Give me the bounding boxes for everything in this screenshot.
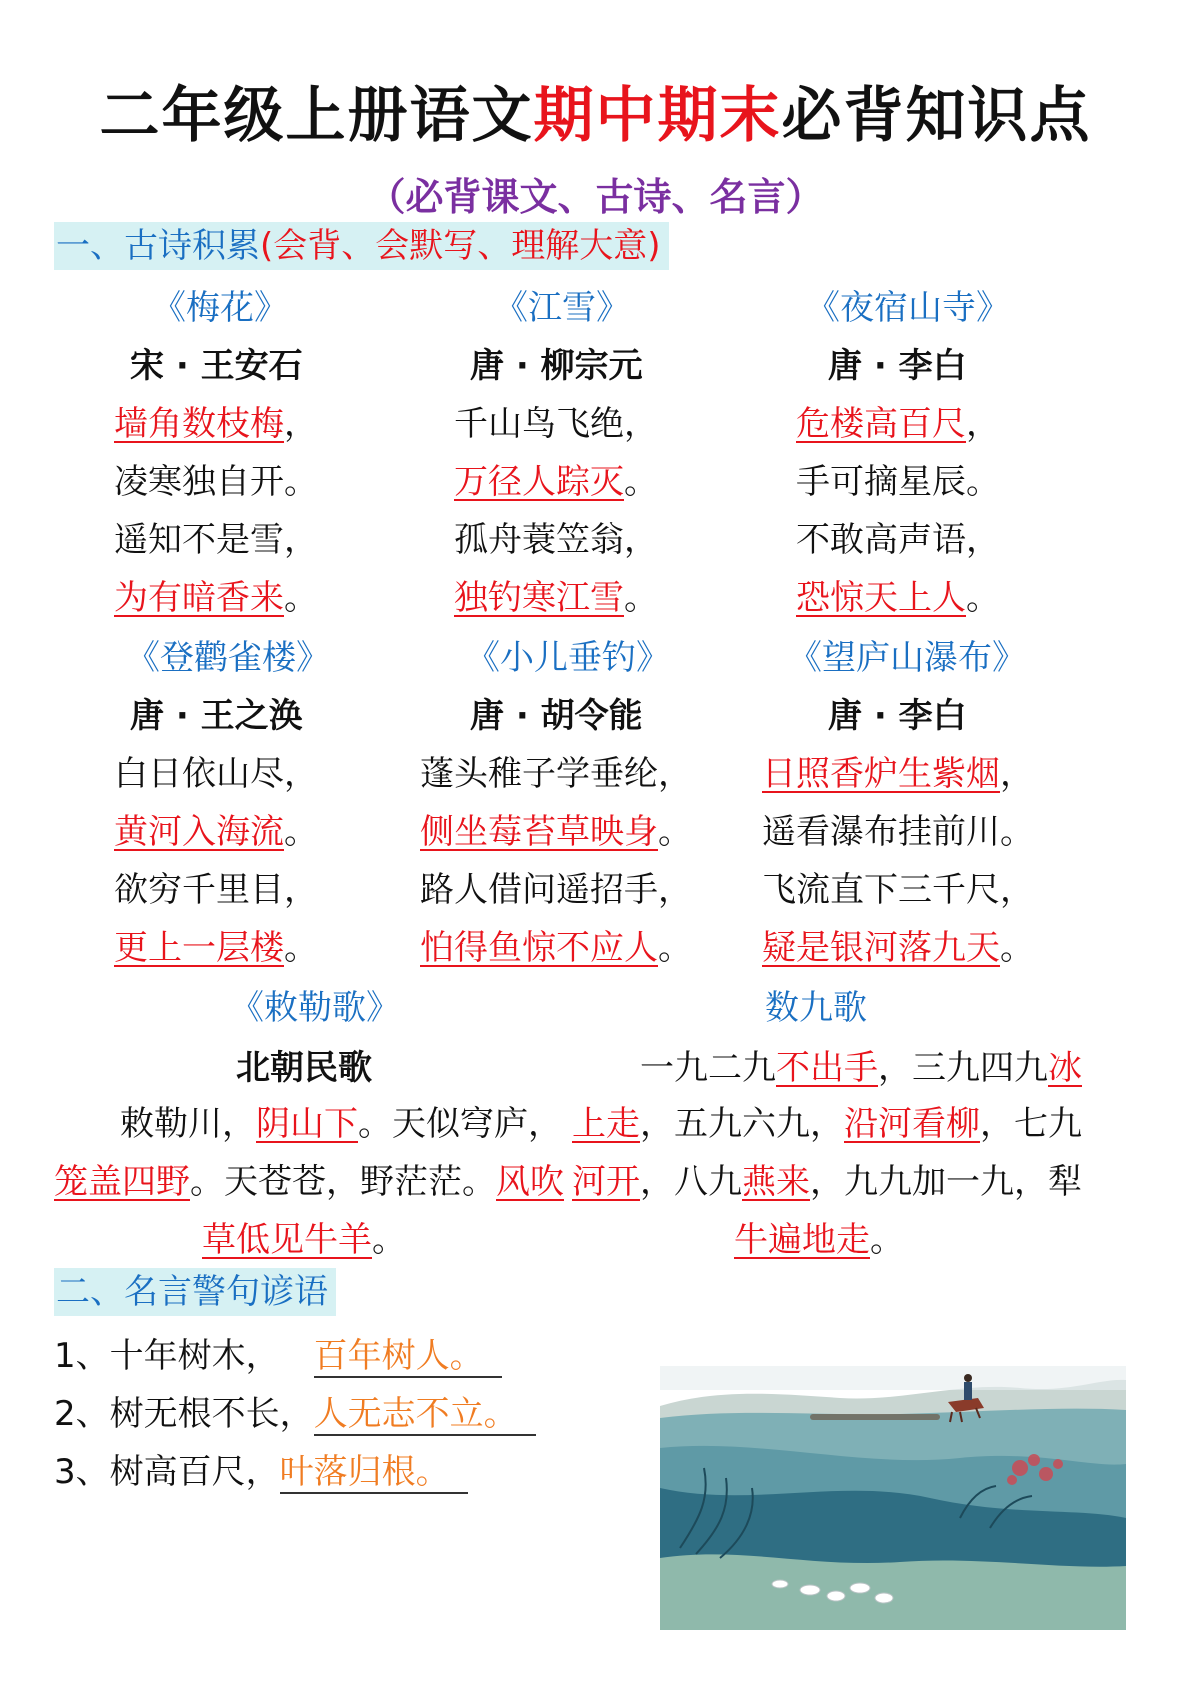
poem-line-punct: 。 — [284, 812, 318, 852]
poem-line-text: 侧坐莓苔草映身 — [420, 812, 658, 852]
line-text: 。天似穹庐， — [358, 1104, 562, 1144]
poem-line-punct: 。 — [284, 462, 318, 502]
poem-line — [796, 512, 1000, 561]
quote-item — [54, 1386, 536, 1436]
poem-title: 《望庐山瀑布》 — [788, 638, 1026, 678]
section-heading-quotes: 二、名言警句谚语 — [54, 1268, 336, 1316]
section-heading-poems — [54, 222, 669, 270]
poem-line — [420, 920, 692, 969]
poem-line — [114, 862, 318, 911]
poem-author: 北朝民歌 — [236, 1048, 372, 1088]
poem-line — [762, 746, 1034, 795]
poem-line — [420, 804, 692, 853]
quote-answer: 叶落归根。 — [280, 1452, 468, 1494]
quote-item — [54, 1444, 468, 1494]
poem-author: 宋 · 王安石 — [130, 346, 303, 386]
poem-line-punct: 。 — [284, 578, 318, 618]
poem-line — [454, 396, 658, 445]
poem-line — [114, 746, 318, 795]
poem-author: 唐 · 胡令能 — [470, 696, 643, 736]
line-text: ，五九六九， — [640, 1104, 844, 1144]
poem-line-punct: 。 — [658, 928, 692, 968]
poem-line-punct: 。 — [624, 462, 658, 502]
poem-line-text: 疑是银河落九天 — [762, 928, 1000, 968]
key-phrase: 燕来 — [742, 1162, 810, 1202]
poem-line-punct: 。 — [1000, 812, 1034, 852]
line-text: ，九九加一九，犁 — [810, 1162, 1082, 1202]
line-text: ，八九 — [640, 1162, 742, 1202]
chilege-row — [54, 1154, 564, 1203]
key-phrase: 冰 — [1048, 1048, 1082, 1088]
key-phrase: 上走 — [572, 1104, 640, 1144]
poem-line — [114, 570, 318, 619]
poem-line-text: 凌寒独自开 — [114, 462, 284, 502]
key-phrase: 笼盖四野 — [54, 1162, 190, 1202]
poem-line-text: 更上一层楼 — [114, 928, 284, 968]
poem-line-punct: 。 — [658, 812, 692, 852]
key-phrase: 风吹 — [496, 1162, 564, 1202]
poem-title: 《小儿垂钓》 — [466, 638, 670, 678]
poem-line-text: 千山鸟飞绝 — [454, 404, 624, 444]
poem-author: 唐 · 王之涣 — [130, 696, 303, 736]
quote-prefix: 1、十年树木， — [54, 1336, 280, 1376]
poem-line — [114, 454, 318, 503]
quote-prefix: 3、树高百尺， — [54, 1452, 280, 1492]
poem-line-text: 白日依山尽 — [114, 754, 284, 794]
poem-line — [796, 396, 1000, 445]
poem-line-text: 不敢高声语 — [796, 520, 966, 560]
poem-line — [454, 512, 658, 561]
poem-line-punct: ， — [658, 754, 692, 794]
section-heading-number: 一、古诗积累 — [56, 226, 260, 266]
poem-title: 《敕勒歌》 — [230, 988, 400, 1028]
shujiuge-row — [572, 1096, 1082, 1145]
poem-line-punct: 。 — [284, 928, 318, 968]
line-text: 敕勒川， — [120, 1104, 256, 1144]
poem-line — [796, 454, 1000, 503]
poem-line-text: 墙角数枝梅 — [114, 404, 284, 444]
line-text: 。 — [372, 1220, 406, 1260]
line-text: 。 — [870, 1220, 904, 1260]
poem-line-punct: ， — [624, 520, 658, 560]
poem-author: 唐 · 柳宗元 — [470, 346, 643, 386]
key-phrase: 不出手 — [776, 1048, 878, 1088]
poem-line — [454, 570, 658, 619]
quote-answer: 人无志不立。 — [314, 1394, 536, 1436]
poem-line-punct: ， — [966, 404, 1000, 444]
section-heading-note: (会背、会默写、理解大意) — [260, 226, 661, 266]
key-phrase: 沿河看柳 — [844, 1104, 980, 1144]
poem-line-punct: ， — [658, 870, 692, 910]
poem-line-punct: ， — [284, 520, 318, 560]
poem-author: 唐 · 李白 — [828, 696, 967, 736]
title-part2: 必背知识点 — [781, 81, 1092, 151]
poem-line-text: 欲穷千里目 — [114, 870, 284, 910]
poem-line-text: 路人借问遥招手 — [420, 870, 658, 910]
page-title — [0, 68, 1191, 154]
poem-line — [114, 804, 318, 853]
quote-prefix: 2、树无根不长， — [54, 1394, 314, 1434]
title-highlight: 期中期末 — [533, 81, 782, 151]
poem-line — [420, 746, 692, 795]
key-phrase: 阴山下 — [256, 1104, 358, 1144]
page-subtitle: （必背课文、古诗、名言） — [367, 175, 824, 219]
poem-line — [454, 454, 658, 503]
poem-title: 《登鹳雀楼》 — [126, 638, 330, 678]
poem-line-punct: ， — [1000, 754, 1034, 794]
poem-line-punct: ， — [284, 404, 318, 444]
poem-line-text: 恐惊天上人 — [796, 578, 966, 618]
key-phrase: 河开 — [572, 1162, 640, 1202]
line-text: ，七九 — [980, 1104, 1082, 1144]
poem-line-text: 危楼高百尺 — [796, 404, 966, 444]
poem-line — [762, 920, 1034, 969]
poem-line-punct: 。 — [966, 578, 1000, 618]
poem-line-text: 万径人踪灭 — [454, 462, 624, 502]
poem-line-text: 遥知不是雪 — [114, 520, 284, 560]
poem-title: 《江雪》 — [494, 288, 630, 328]
poem-line-text: 遥看瀑布挂前川 — [762, 812, 1000, 852]
poem-line-text: 手可摘星辰 — [796, 462, 966, 502]
poem-line-text: 独钓寒江雪 — [454, 578, 624, 618]
poem-line-punct: ， — [624, 404, 658, 444]
poem-line — [796, 570, 1000, 619]
poem-line-text: 为有暗香来 — [114, 578, 284, 618]
key-phrase: 草低见牛羊 — [202, 1220, 372, 1260]
poem-line-punct: ， — [284, 754, 318, 794]
poem-title: 数九歌 — [765, 988, 867, 1028]
poem-line-punct: ， — [284, 870, 318, 910]
line-text: 。天苍苍，野茫茫。 — [190, 1162, 496, 1202]
poem-line-punct: ， — [966, 520, 1000, 560]
quote-item — [54, 1328, 502, 1378]
title-part1: 二年级上册语文 — [99, 81, 534, 151]
poem-title: 《梅花》 — [152, 288, 288, 328]
chilege-row — [120, 1096, 562, 1145]
poem-line-punct: ， — [1000, 870, 1034, 910]
poem-line-text: 飞流直下三千尺 — [762, 870, 1000, 910]
poem-line-text: 怕得鱼惊不应人 — [420, 928, 658, 968]
poem-line-text: 蓬头稚子学垂纶 — [420, 754, 658, 794]
grassland-illustration — [660, 1318, 1126, 1630]
line-text: 一九二九 — [640, 1048, 776, 1088]
poem-line-text: 日照香炉生紫烟 — [762, 754, 1000, 794]
poem-line-punct: 。 — [966, 462, 1000, 502]
poem-line — [762, 862, 1034, 911]
poem-title: 《夜宿山寺》 — [806, 288, 1010, 328]
key-phrase: 牛遍地走 — [734, 1220, 870, 1260]
poem-line — [114, 512, 318, 561]
poem-line — [114, 396, 318, 445]
poem-line — [762, 804, 1034, 853]
poem-line-punct: 。 — [1000, 928, 1034, 968]
poem-author: 唐 · 李白 — [828, 346, 967, 386]
poem-line-punct: 。 — [624, 578, 658, 618]
quote-answer: 百年树人。 — [314, 1336, 502, 1378]
shujiuge-row — [572, 1154, 1082, 1203]
poem-line — [114, 920, 318, 969]
chilege-row — [202, 1212, 406, 1261]
line-text: ，三九四九 — [878, 1048, 1048, 1088]
shujiuge-row — [734, 1212, 904, 1261]
poem-line — [420, 862, 692, 911]
poem-line-text: 黄河入海流 — [114, 812, 284, 852]
poem-line-text: 孤舟蓑笠翁 — [454, 520, 624, 560]
shujiuge-row — [640, 1040, 1082, 1089]
